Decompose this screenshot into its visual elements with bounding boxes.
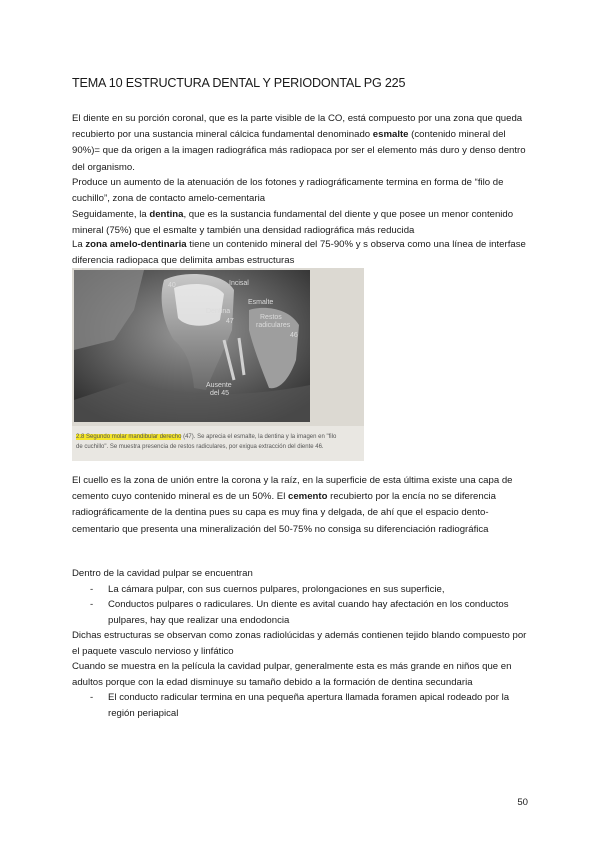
paragraph-cavidad-pulpar: Dentro de la cavidad pulpar se encuentran <box>72 568 253 579</box>
paragraph-amelo-dentinaria <box>72 237 532 269</box>
paragraph-text: La <box>72 239 86 250</box>
paragraph-radiolucidas: Dichas estructuras se observan como zonas radiolúcidas y además contienen tejido blando compuesto por el paquete vasculo nervioso y linfático <box>72 630 527 658</box>
paragraph-text: tiene un contenido mineral del 75-90% y s observa como una línea de interfase diferencia radiopaca que delimita ambas estructuras <box>72 239 526 267</box>
paragraph-dentina <box>72 207 532 239</box>
label-ausente: Ausente <box>206 382 232 389</box>
bullet-dash: - <box>90 584 94 595</box>
page-number: 50 <box>517 797 528 808</box>
paragraph-pelicula: Cuando se muestra en la película la cavidad pulpar, generalmente esta es más grande en niños que en adultos porque con la edad disminuye su tamaño debido a la formación de dentina secundaria <box>72 661 512 689</box>
list-item-text: La cámara pulpar, con sus cuernos pulpares, prolongaciones en sus superficie, <box>108 584 445 595</box>
caption-line-2: de cuchillo". Se muestra presencia de restos radiculares, por exigua extracción del diente 46. <box>76 444 324 450</box>
caption-highlight: 2.8 Segundo molar mandibular derecho <box>76 434 182 440</box>
paragraph-text: , que es la sustancia fundamental del diente y que posee un menor contenido mineral (75%) que el esmalte y también una densidad radiográfica más reducida <box>72 209 514 237</box>
paragraph-text: (contenido mineral del 90%)= que da origen a la imagen radiográfica más radiopaca por ser el elemento más duro y denso dentro del organismo. <box>72 129 526 173</box>
paragraph-esmalte <box>72 111 532 176</box>
label-46: 46 <box>290 332 298 339</box>
label-dentina: Dentina <box>206 308 231 315</box>
caption-line-1 <box>76 434 336 440</box>
list-item-text: Conductos pulpares o radiculares. Un diente es avital cuando hay afectación en los conductos pulpares, hay que realizar una endodoncia <box>108 599 509 627</box>
paragraph-text: El cuello es la zona de unión entre la corona y la raíz, en la superficie de esta última existe una capa de cemento cuyo contenido mineral es de un 50%. El <box>72 475 513 503</box>
label-incisal: Incisal <box>229 280 249 287</box>
page-title: TEMA 10 ESTRUCTURA DENTAL Y PERIODONTAL PG 225 <box>72 76 406 90</box>
label-radiculares: radiculares <box>256 322 291 329</box>
label-esmalte: Esmalte <box>248 299 274 306</box>
term-esmalte: esmalte <box>372 129 409 141</box>
paragraph-text: recubierto por la encía no se diferencia radiográficamente de la dentina pues su capa es muy fina y delgada, de ahí que el espacio dento-cementario que presenta una mineralización del 50-75% no consiga su diferenciación radiográfica <box>72 491 496 535</box>
paragraph-cemento <box>72 473 532 538</box>
list-item-text: El conducto radicular termina en una pequeña apertura llamada foramen apical rodeado por la región periapical <box>108 692 510 720</box>
radiograph-drawing <box>74 270 310 422</box>
label-restos: Restos <box>260 314 282 321</box>
caption-text: (47). Se aprecia el esmalte, la dentina y la imagen en "filo <box>181 434 337 440</box>
label-47: 47 <box>226 318 234 325</box>
paragraph-text: Seguidamente, la <box>72 209 150 220</box>
paragraph-atenuacion: Produce un aumento de la atenuación de los fotones y radiográficamente termina en forma de “filo de cuchillo”, zona de contacto amelo-cementaria <box>72 177 504 205</box>
paragraph-text: El diente en su porción coronal, que es la parte visible de la CO, está compuesto por una zona que queda recubierto por una sustancia mineral cálcica fundamental denominado <box>72 113 523 141</box>
radiograph-image <box>74 270 310 422</box>
radiograph-figure <box>72 268 364 461</box>
term-dentina: dentina <box>149 209 184 220</box>
figure-caption <box>72 426 364 461</box>
bullet-dash: - <box>90 599 94 610</box>
label-40: 40 <box>168 282 176 289</box>
term-zona-amelo-dentinaria: zona amelo-dentinaria <box>85 239 187 250</box>
term-cemento: cemento <box>288 491 328 503</box>
bullet-dash: - <box>90 692 94 703</box>
label-del-45: del 45 <box>210 390 230 397</box>
